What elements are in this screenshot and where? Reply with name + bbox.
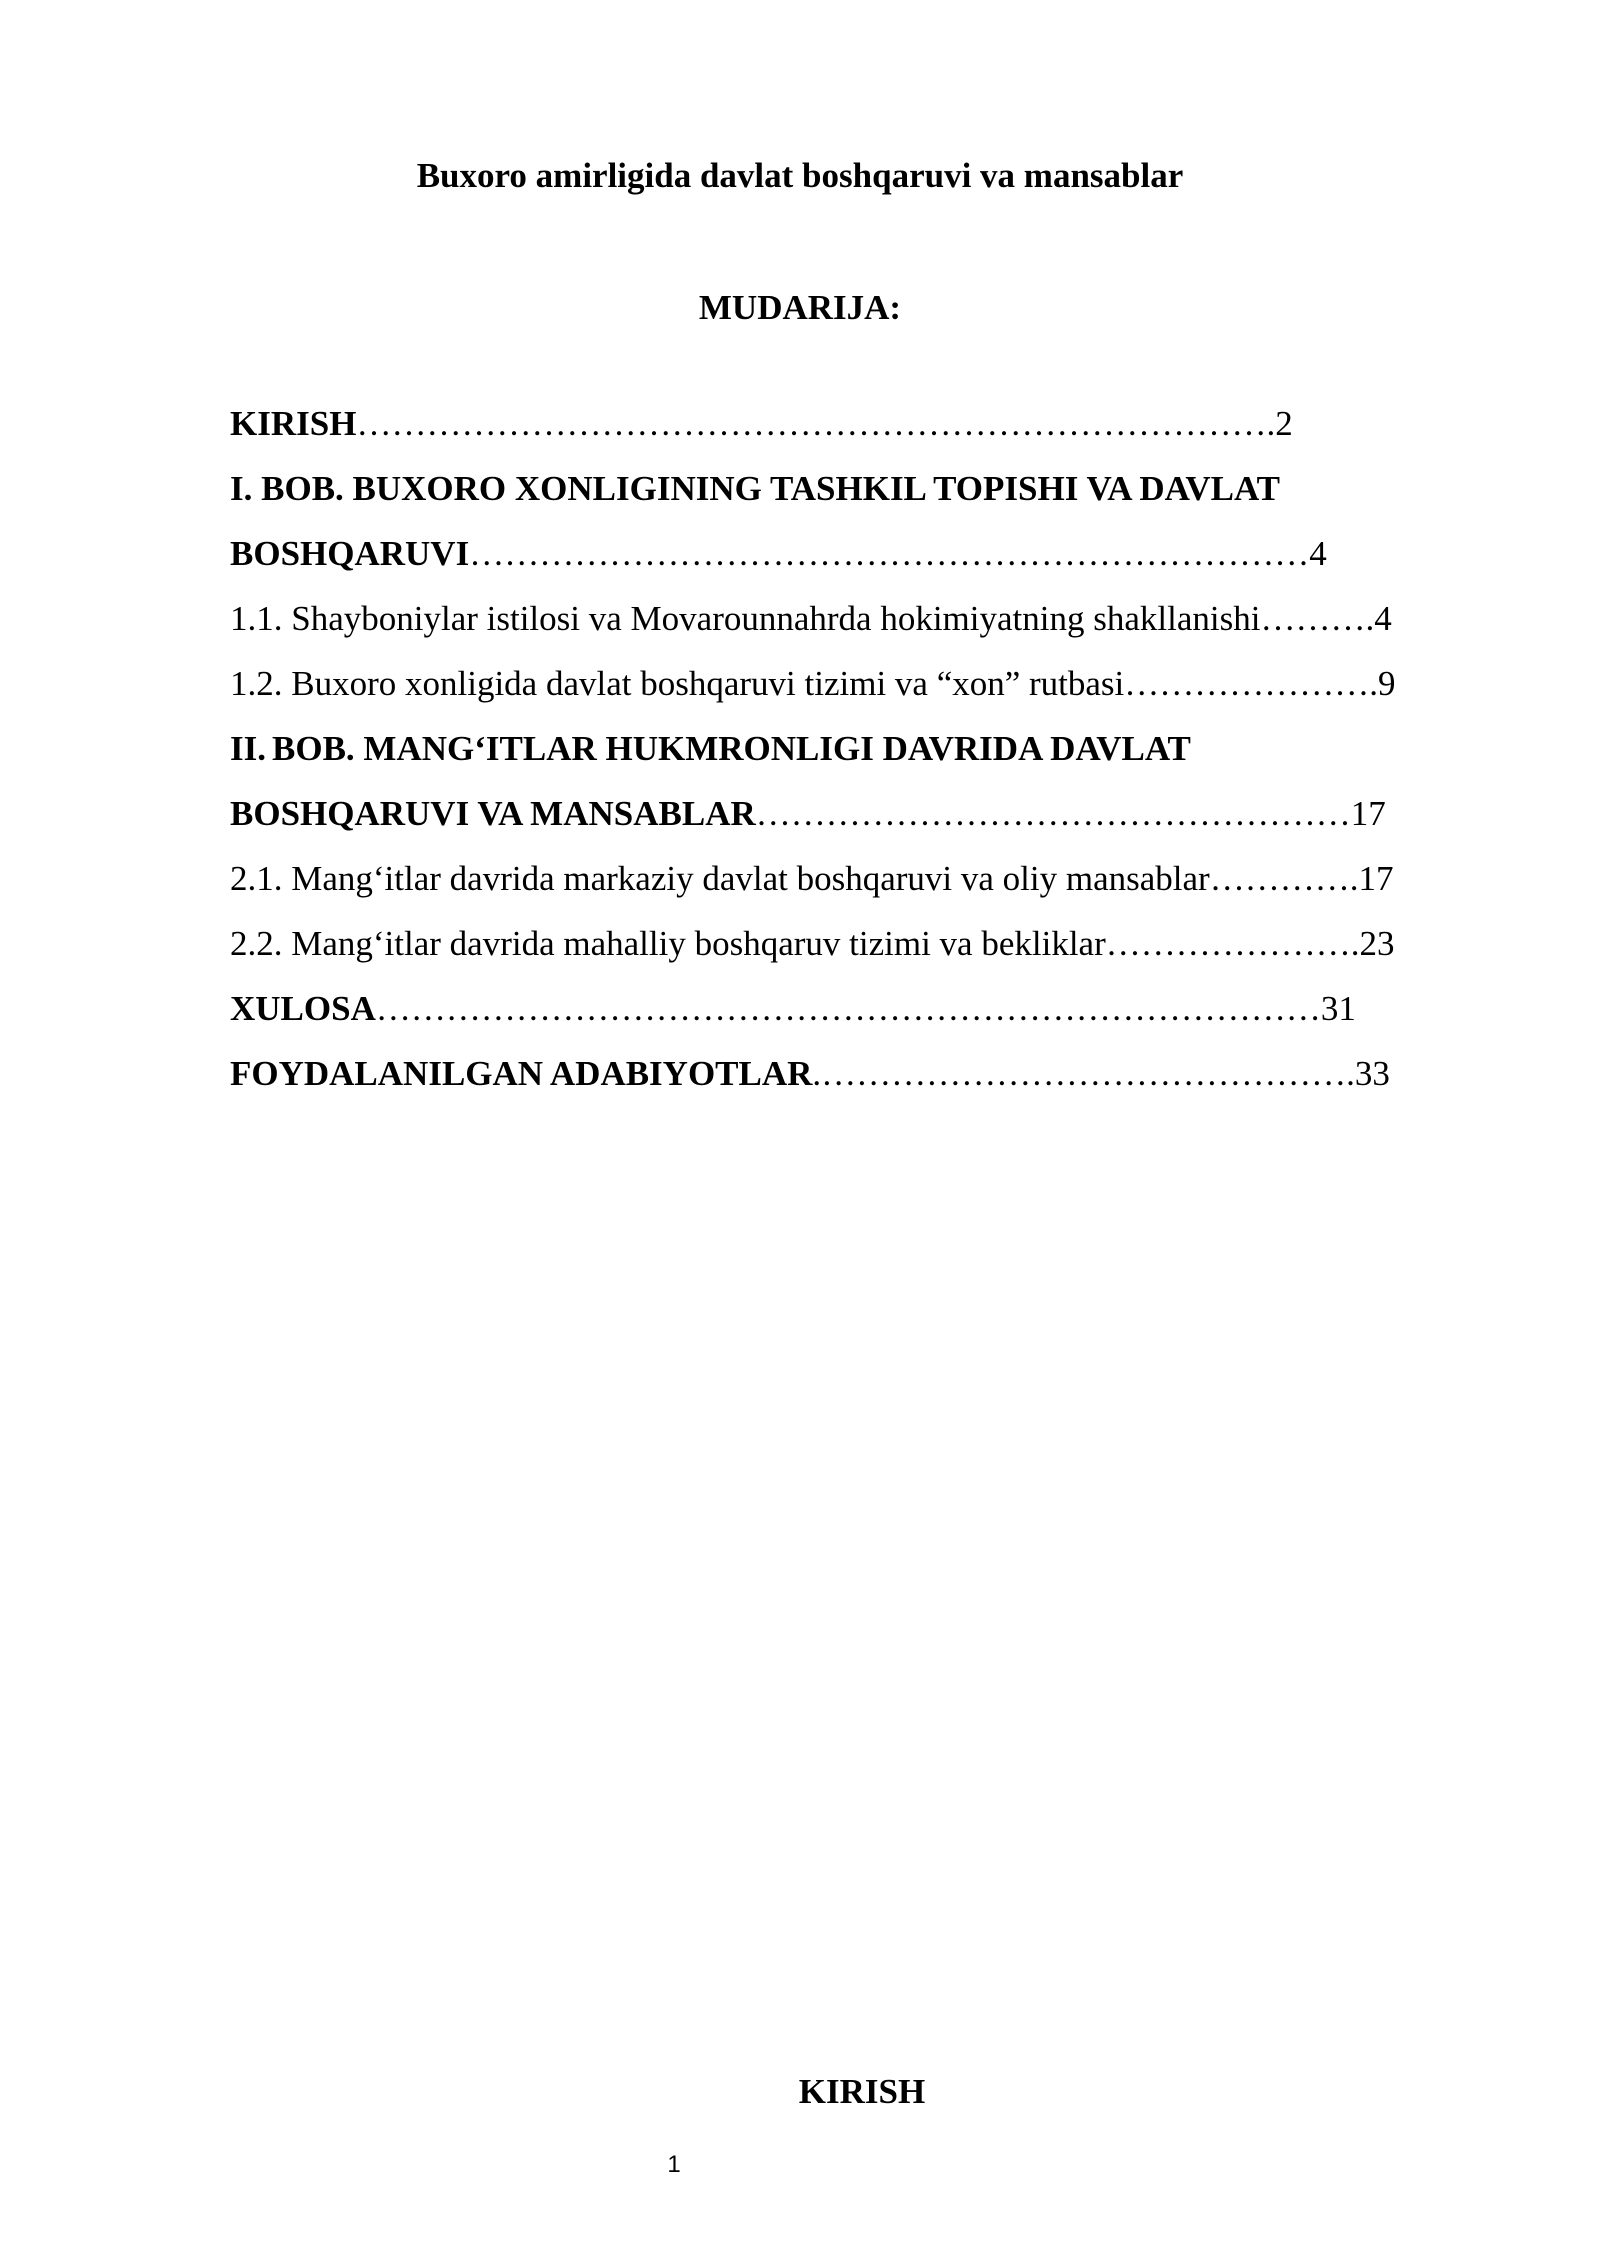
toc-entry-leader: ………………….: [1124, 664, 1379, 703]
toc-entry-leader: ……….: [1260, 599, 1375, 638]
toc-entry-label: BOSHQARUVI VA MANSABLAR: [230, 794, 756, 833]
toc-entry-label: FOYDALANILGAN ADABIYOTLAR: [230, 1054, 813, 1093]
toc-entry-xulosa[interactable]: [230, 985, 1492, 1050]
toc-entry-leader: ………………….: [1105, 924, 1360, 963]
toc-entry-leader: ………………………………………………………………………: [375, 989, 1321, 1028]
toc-entry-page: 33: [1354, 1054, 1390, 1093]
toc-entry-2-1[interactable]: [230, 855, 1492, 920]
toc-entry-label: 2.1. Mang‘itlar davrida markaziy davlat boshqaruvi va oliy mansablar: [230, 859, 1210, 898]
toc-entry-label: BOB. MANG‘ITLAR HUKMRONLIGI DAVRIDA DAVLAT: [272, 729, 1191, 768]
toc-entry-page: 2: [1275, 404, 1293, 443]
toc-entry-leader: ………………………………………………………………: [469, 534, 1310, 573]
toc-entry-chapter-2[interactable]: [230, 725, 1492, 790]
toc-entry-label: 1.1. Shayboniylar istilosi va Movarounnahrda hokimiyatning shakllanishi: [230, 599, 1261, 638]
document-title: Buxoro amirligida davlat boshqaruvi va mansablar: [416, 156, 1184, 195]
toc-entry-bibliography[interactable]: [230, 1050, 1492, 1115]
toc-entry-kirish[interactable]: [230, 400, 1492, 465]
toc-entry-page: 9: [1378, 664, 1396, 703]
toc-entry-label: BOSHQARUVI: [230, 534, 470, 573]
toc-entry-1-2[interactable]: [230, 660, 1492, 725]
toc-entry-page: 31: [1320, 989, 1356, 1028]
toc-entry-page: 23: [1359, 924, 1395, 963]
toc-entry-leader: ……………………………………………: [755, 794, 1351, 833]
toc-entry-leader: …………………………………………………………………….: [356, 404, 1276, 443]
toc-entry-2-2[interactable]: [230, 920, 1492, 985]
toc-entry-label: KIRISH: [230, 404, 357, 443]
toc-entry-leader: ………….: [1209, 859, 1359, 898]
toc-entry-label: I. BOB. BUXORO XONLIGINING TASHKIL TOPISHI VA DAVLAT: [230, 469, 1280, 508]
toc-entry-chapter-1[interactable]: [230, 465, 1492, 530]
toc-entry-label: XULOSA: [230, 989, 376, 1028]
toc-entry-page: 17: [1358, 859, 1394, 898]
section-heading-kirish: KIRISH: [798, 2072, 926, 2111]
toc-entry-leader: .……………………………………….: [812, 1054, 1355, 1093]
toc-entry-page: 4: [1374, 599, 1392, 638]
toc-entry-chapter-2-cont[interactable]: [230, 790, 1492, 855]
toc-entry-chapter-1-cont[interactable]: [230, 530, 1492, 595]
toc-entry-label: 1.2. Buxoro xonligida davlat boshqaruvi tizimi va “xon” rutbasi: [230, 664, 1125, 703]
toc-entry-label: 2.2. Mang‘itlar davrida mahalliy boshqaruv tizimi va bekliklar: [230, 924, 1106, 963]
page-number: 1: [667, 2151, 681, 2178]
toc-entry-number: II.: [230, 729, 266, 768]
table-of-contents: [230, 400, 1492, 1115]
toc-entry-page: 4: [1309, 534, 1327, 573]
toc-entry-1-1[interactable]: [230, 595, 1492, 660]
toc-heading: MUDARIJA:: [698, 288, 902, 327]
toc-entry-page: 17: [1350, 794, 1386, 833]
